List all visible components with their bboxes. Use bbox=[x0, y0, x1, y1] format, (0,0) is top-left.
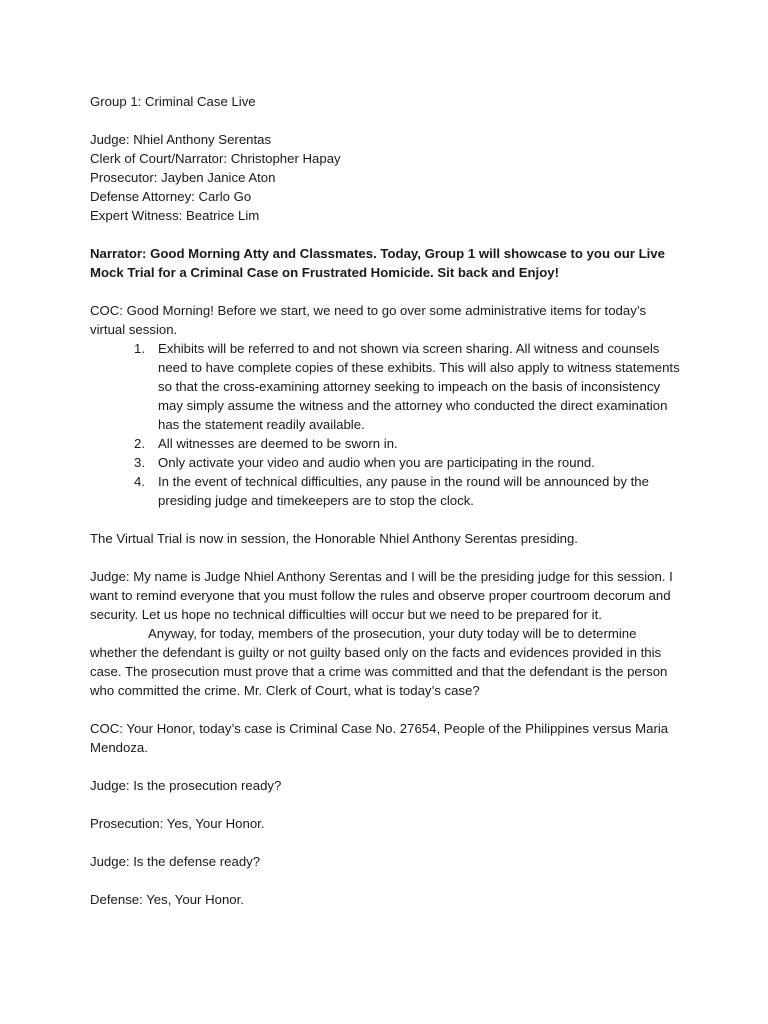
defense-answer: Defense: Yes, Your Honor. bbox=[90, 892, 244, 907]
spacer bbox=[90, 700, 680, 719]
admin-item-number: 2. bbox=[134, 436, 145, 451]
cast-line-defense: Defense Attorney: Carlo Go bbox=[90, 189, 252, 204]
spacer bbox=[90, 111, 680, 130]
admin-item bbox=[90, 434, 680, 453]
cast-list bbox=[90, 130, 680, 225]
judge-statement-2: Anyway, for today, members of the prosecution, your duty today will be to determine whether the defendant is guilty or not guilty based only on the facts and evidences provided in this case. The prosecution must prove that a crime was committed and that the defendant is the person who committed the crime. Mr. Clerk of Court, what is today’s case? bbox=[90, 626, 668, 698]
admin-item bbox=[90, 339, 680, 434]
spacer bbox=[90, 548, 680, 567]
admin-item bbox=[90, 472, 680, 510]
narrator-paragraph: Narrator: Good Morning Atty and Classmates. Today, Group 1 will showcase to you our Live Mock Trial for a Criminal Case on Frustrated Homicide. Sit back and Enjoy! bbox=[90, 246, 665, 280]
cast-line-clerk: Clerk of Court/Narrator: Christopher Hapay bbox=[90, 151, 341, 166]
admin-item-text: Only activate your video and audio when you are participating in the round. bbox=[158, 455, 595, 470]
spacer bbox=[90, 225, 680, 244]
admin-item-text: In the event of technical difficulties, any pause in the round will be announced by the presiding judge and timekeepers are to stop the clock. bbox=[158, 474, 649, 508]
judge-question-prosecution: Judge: Is the prosecution ready? bbox=[90, 778, 282, 793]
spacer bbox=[90, 510, 680, 529]
admin-items-list bbox=[90, 339, 680, 510]
session-paragraph: The Virtual Trial is now in session, the Honorable Nhiel Anthony Serentas presiding. bbox=[90, 531, 578, 546]
cast-line-prosecutor: Prosecutor: Jayben Janice Aton bbox=[90, 170, 276, 185]
admin-item bbox=[90, 453, 680, 472]
prosecution-answer: Prosecution: Yes, Your Honor. bbox=[90, 816, 265, 831]
admin-item-number: 3. bbox=[134, 455, 145, 470]
spacer bbox=[90, 757, 680, 776]
spacer bbox=[90, 282, 680, 301]
coc-case-paragraph: COC: Your Honor, today’s case is Criminal Case No. 27654, People of the Philippines versus Maria Mendoza. bbox=[90, 721, 669, 755]
spacer bbox=[90, 833, 680, 852]
cast-line-witness: Expert Witness: Beatrice Lim bbox=[90, 208, 260, 223]
spacer bbox=[90, 871, 680, 890]
document-page bbox=[90, 92, 680, 909]
admin-item-text: All witnesses are deemed to be sworn in. bbox=[158, 436, 398, 451]
judge-question-defense: Judge: Is the defense ready? bbox=[90, 854, 261, 869]
admin-item-number: 4. bbox=[134, 474, 145, 489]
cast-line-judge: Judge: Nhiel Anthony Serentas bbox=[90, 132, 272, 147]
judge-statement-1: Judge: My name is Judge Nhiel Anthony Serentas and I will be the presiding judge for this session. I want to remind everyone that you must follow the rules and observe proper courtroom decorum and security. Let us hope no technical difficulties will occur but we need to be prepared for it. bbox=[90, 569, 673, 622]
coc-intro-paragraph: COC: Good Morning! Before we start, we need to go over some administrative items for today’s virtual session. bbox=[90, 303, 647, 337]
spacer bbox=[90, 795, 680, 814]
admin-item-text: Exhibits will be referred to and not shown via screen sharing. All witness and counsels need to have complete copies of these exhibits. This will also apply to witness statements so that the cross-examining attorney seeking to impeach on the basis of inconsistency may simply assume the witness and the attorney who conducted the direct examination has the statement readily available. bbox=[158, 341, 680, 432]
admin-item-number: 1. bbox=[134, 341, 145, 356]
document-title: Group 1: Criminal Case Live bbox=[90, 94, 256, 109]
